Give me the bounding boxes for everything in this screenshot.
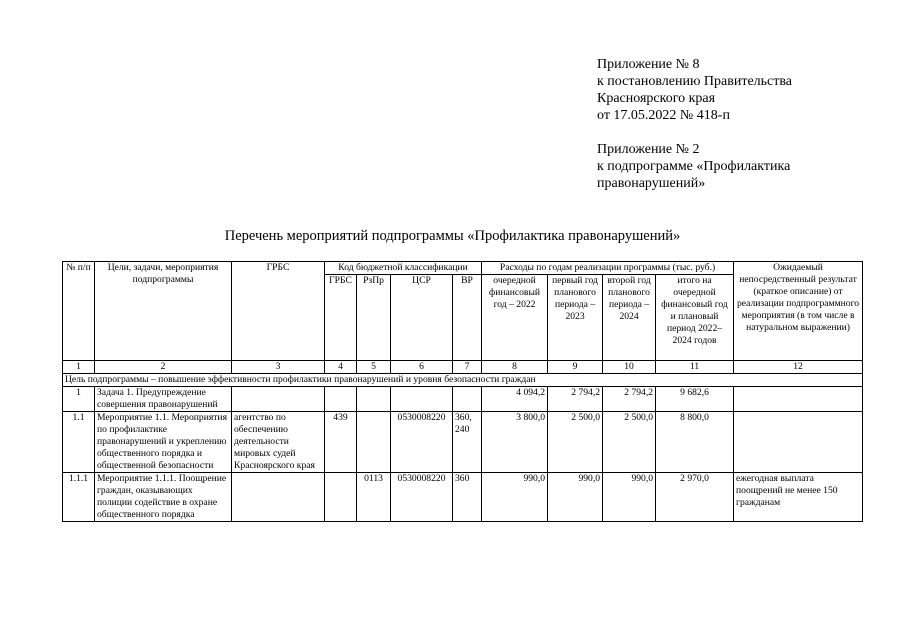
header-budget-code: Код бюджетной классификации bbox=[325, 262, 482, 275]
row-result bbox=[734, 412, 863, 473]
appendix-2-line: Приложение № 2 bbox=[597, 142, 700, 157]
row-grbs bbox=[325, 473, 357, 522]
row-num: 1.1.1 bbox=[63, 473, 95, 522]
row-total: 8 800,0 bbox=[656, 412, 734, 473]
row-csr: 0530008220 bbox=[391, 473, 453, 522]
column-number: 10 bbox=[603, 361, 656, 374]
measures-table bbox=[62, 261, 863, 522]
row-csr bbox=[391, 387, 453, 412]
column-number: 4 bbox=[325, 361, 357, 374]
column-number-row bbox=[63, 361, 863, 374]
column-number: 3 bbox=[232, 361, 325, 374]
row-num: 1 bbox=[63, 387, 95, 412]
header-num: № п/п bbox=[63, 262, 95, 361]
goal-text: Цель подпрограммы – повышение эффективности профилактики правонарушений и уровня безопасности граждан bbox=[63, 374, 863, 387]
row-2024: 2 500,0 bbox=[603, 412, 656, 473]
row-2022: 3 800,0 bbox=[482, 412, 548, 473]
row-result bbox=[734, 387, 863, 412]
appendix-2-line: правонарушений» bbox=[597, 176, 706, 191]
subheader-2024: второй год планового периода – 2024 bbox=[603, 275, 656, 361]
appendix-8-line: от 17.05.2022 № 418-п bbox=[597, 108, 730, 123]
row-total: 9 682,6 bbox=[656, 387, 734, 412]
column-number: 9 bbox=[548, 361, 603, 374]
subheader-2022: очередной финансовый год – 2022 bbox=[482, 275, 548, 361]
header-row bbox=[63, 262, 863, 275]
row-name: Мероприятие 1.1. Мероприятия по профилактике правонарушений и укреплению общественного порядка и общественной безопасности bbox=[95, 412, 232, 473]
row-2023: 990,0 bbox=[548, 473, 603, 522]
row-2023: 2 794,2 bbox=[548, 387, 603, 412]
appendix-8-line: Красноярского края bbox=[597, 91, 716, 106]
row-vr bbox=[453, 387, 482, 412]
column-number: 11 bbox=[656, 361, 734, 374]
subheader-2023: первый год планового периода – 2023 bbox=[548, 275, 603, 361]
row-grbs-name bbox=[232, 473, 325, 522]
column-number: 1 bbox=[63, 361, 95, 374]
column-number: 7 bbox=[453, 361, 482, 374]
row-total: 2 970,0 bbox=[656, 473, 734, 522]
column-number: 5 bbox=[357, 361, 391, 374]
row-csr: 0530008220 bbox=[391, 412, 453, 473]
column-number: 6 bbox=[391, 361, 453, 374]
appendix-2-line: к подпрограмме «Профилактика bbox=[597, 159, 791, 174]
appendix-8-line: Приложение № 8 bbox=[597, 57, 700, 72]
subheader-csr: ЦСР bbox=[391, 275, 453, 361]
row-name: Задача 1. Предупреждение совершения правонарушений bbox=[95, 387, 232, 412]
column-number: 2 bbox=[95, 361, 232, 374]
row-name: Мероприятие 1.1.1. Поощрение граждан, оказывающих полиции содействие в охране общественного порядка bbox=[95, 473, 232, 522]
row-grbs bbox=[325, 387, 357, 412]
row-2024: 990,0 bbox=[603, 473, 656, 522]
row-rzpr: 0113 bbox=[357, 473, 391, 522]
subheader-rzpr: РзПр bbox=[357, 275, 391, 361]
row-2024: 2 794,2 bbox=[603, 387, 656, 412]
header-grbs: ГРБС bbox=[232, 262, 325, 361]
goal-row bbox=[63, 374, 863, 387]
appendix-8-block bbox=[597, 56, 792, 192]
row-grbs: 439 bbox=[325, 412, 357, 473]
table-row bbox=[63, 387, 863, 412]
header-expected-result: Ожидаемый непосредственный результат (краткое описание) от реализации подпрограммного мероприятия (в том числе в натуральном выражении) bbox=[734, 262, 863, 361]
document-title: Перечень мероприятий подпрограммы «Профилактика правонарушений» bbox=[224, 228, 681, 244]
header-goals: Цели, задачи, мероприятия подпрограммы bbox=[95, 262, 232, 361]
header-expenses: Расходы по годам реализации программы (тыс. руб.) bbox=[482, 262, 734, 275]
row-vr: 360, 240 bbox=[453, 412, 482, 473]
subheader-grbs: ГРБС bbox=[325, 275, 357, 361]
subheader-vr: ВР bbox=[453, 275, 482, 361]
table-row bbox=[63, 412, 863, 473]
row-grbs-name bbox=[232, 387, 325, 412]
table-row bbox=[63, 473, 863, 522]
column-number: 8 bbox=[482, 361, 548, 374]
appendix-8-line: к постановлению Правительства bbox=[597, 74, 793, 89]
row-2023: 2 500,0 bbox=[548, 412, 603, 473]
subheader-total: итого на очередной финансовый год и плановый период 2022–2024 годов bbox=[656, 275, 734, 361]
row-num: 1.1 bbox=[63, 412, 95, 473]
row-result: ежегодная выплата поощрений не менее 150 гражданам bbox=[734, 473, 863, 522]
row-vr: 360 bbox=[453, 473, 482, 522]
row-rzpr bbox=[357, 412, 391, 473]
row-rzpr bbox=[357, 387, 391, 412]
row-2022: 4 094,2 bbox=[482, 387, 548, 412]
row-2022: 990,0 bbox=[482, 473, 548, 522]
column-number: 12 bbox=[734, 361, 863, 374]
row-grbs-name: агентство по обеспечению деятельности мировых судей Красноярского края bbox=[232, 412, 325, 473]
